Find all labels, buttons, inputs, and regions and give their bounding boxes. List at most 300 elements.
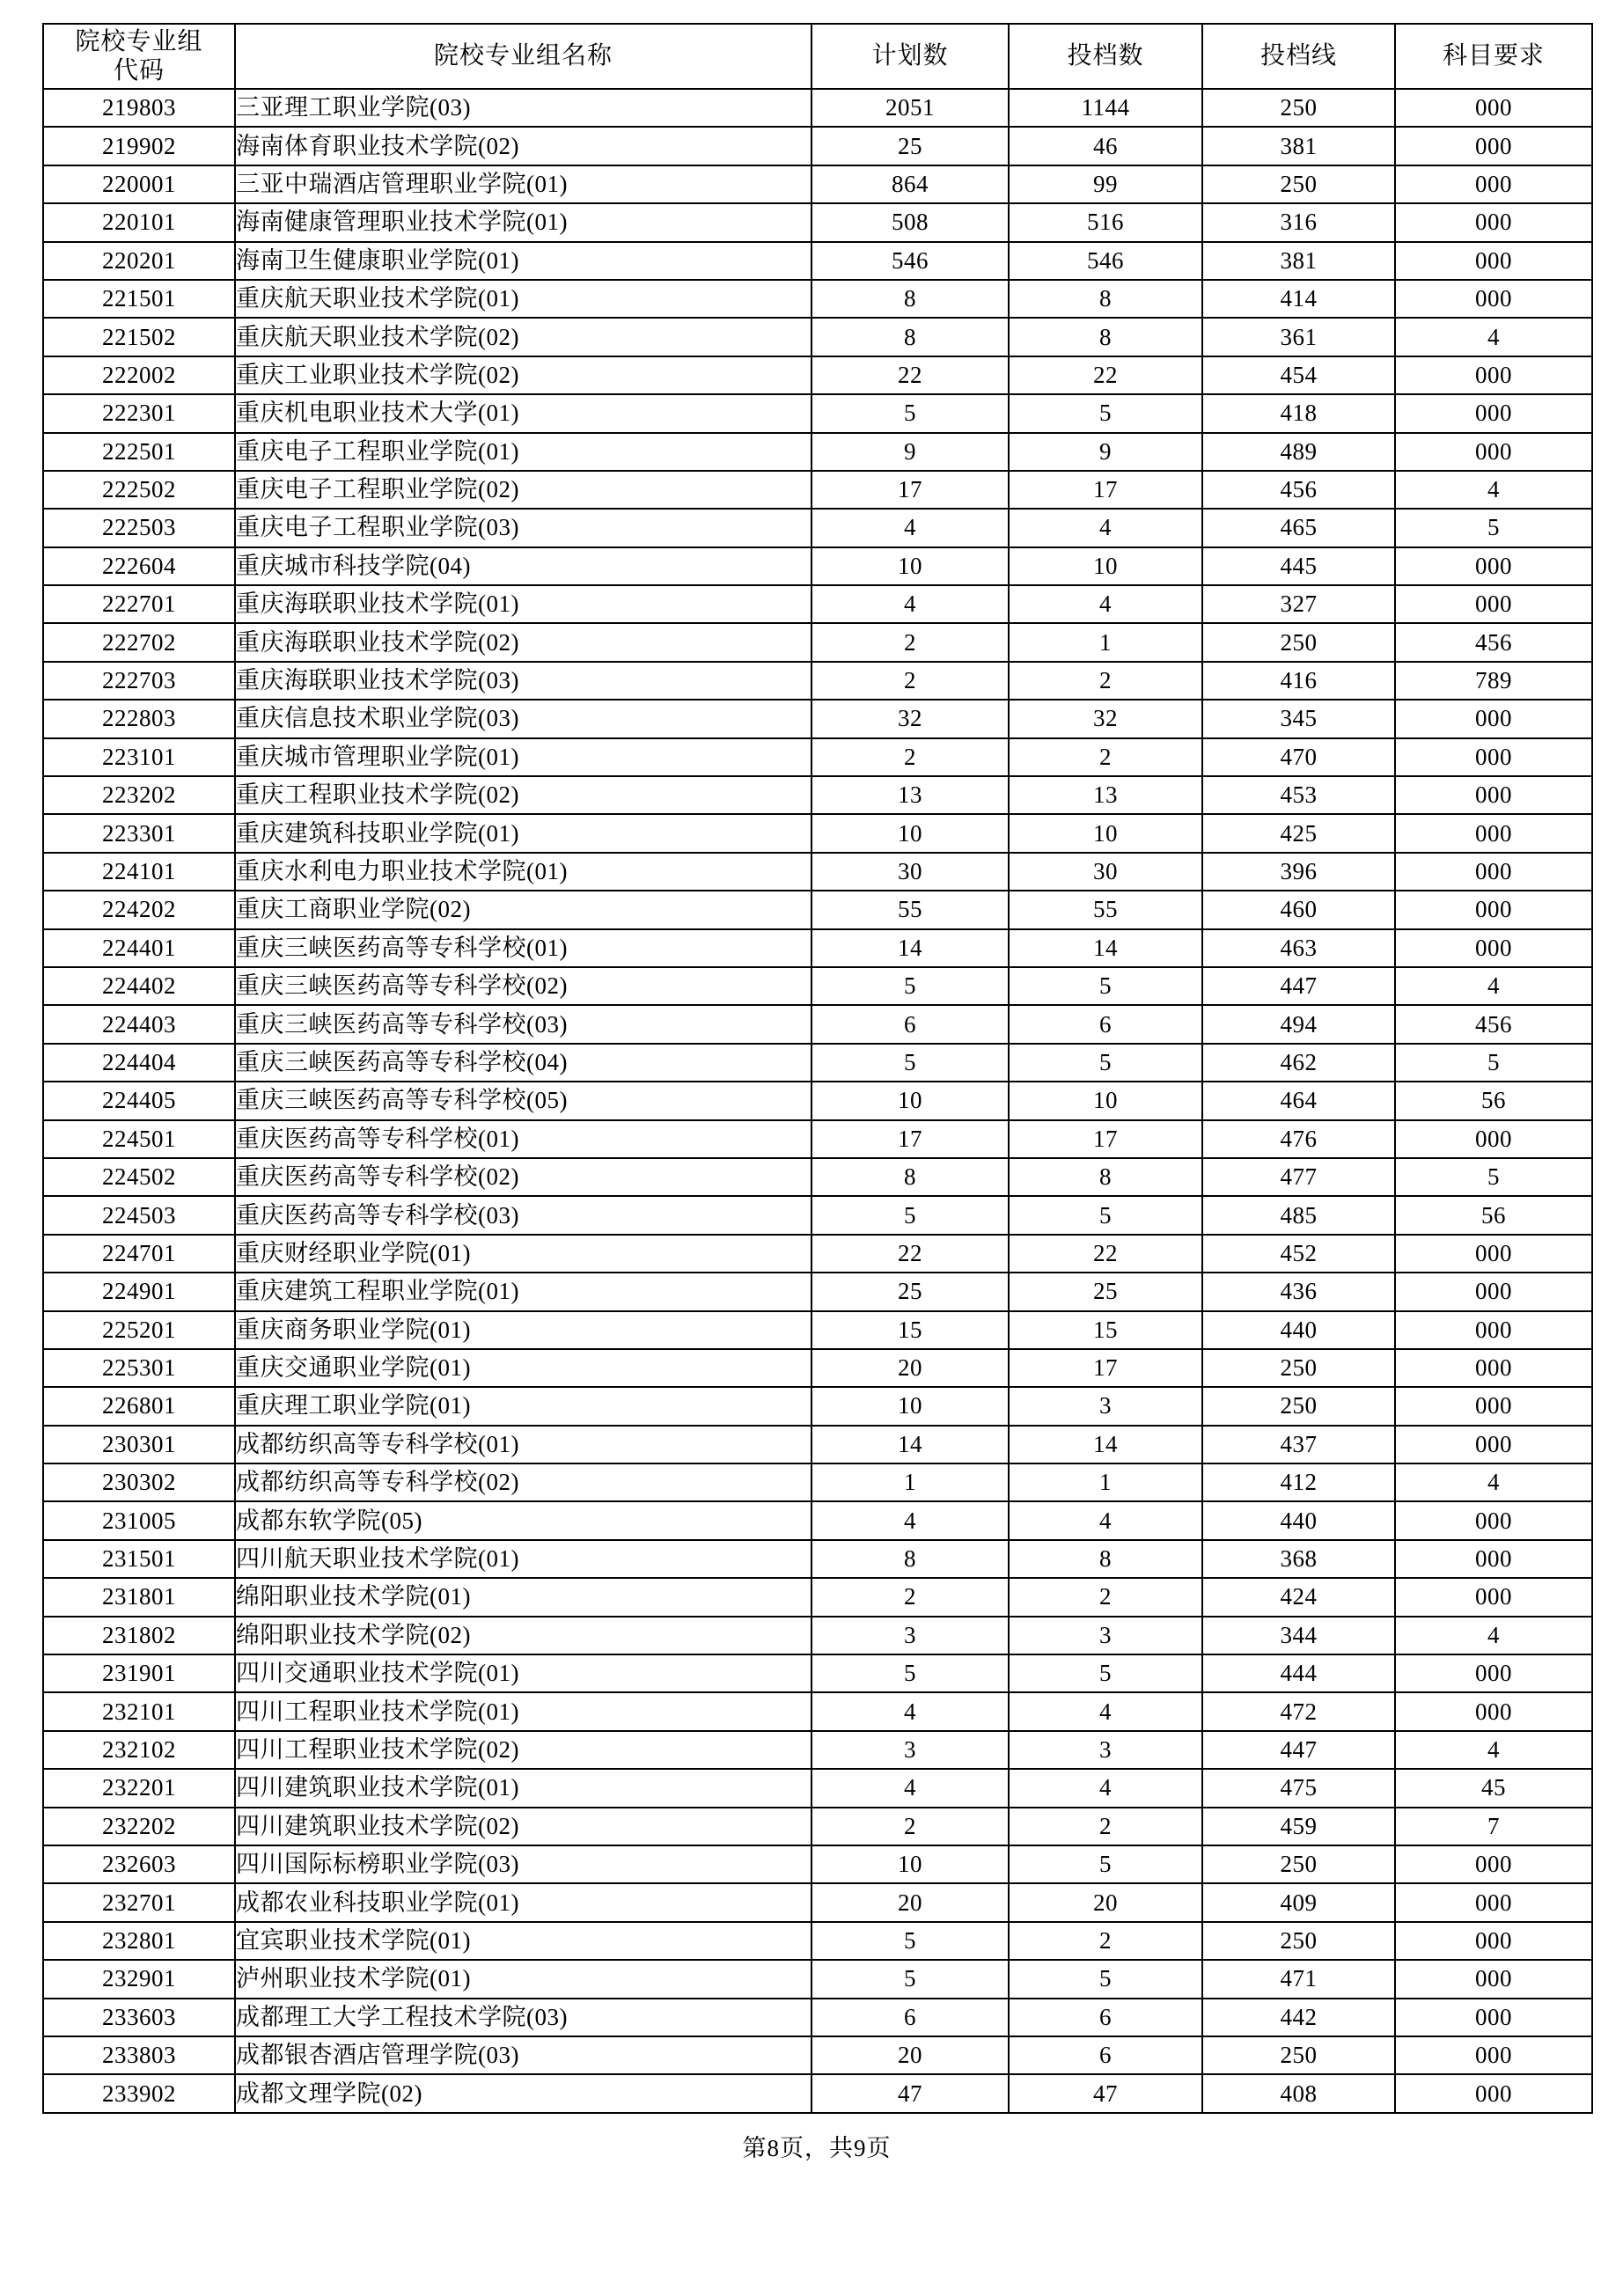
cell-plan: 1 xyxy=(812,1463,1009,1501)
cell-filed: 30 xyxy=(1009,853,1202,891)
cell-line: 409 xyxy=(1202,1883,1395,1921)
cell-plan: 17 xyxy=(812,471,1009,509)
cell-plan: 22 xyxy=(812,1235,1009,1273)
cell-line: 485 xyxy=(1202,1196,1395,1234)
cell-plan: 22 xyxy=(812,356,1009,394)
cell-filed: 22 xyxy=(1009,1235,1202,1273)
table-row xyxy=(43,1501,1592,1539)
table-row xyxy=(43,1922,1592,1960)
table-row xyxy=(43,1731,1592,1769)
cell-name: 成都东软学院(05) xyxy=(235,1501,812,1539)
cell-subject: 000 xyxy=(1395,165,1592,203)
cell-line: 368 xyxy=(1202,1540,1395,1578)
cell-filed: 5 xyxy=(1009,1196,1202,1234)
cell-subject: 000 xyxy=(1395,853,1592,891)
cell-subject: 456 xyxy=(1395,623,1592,661)
cell-filed: 14 xyxy=(1009,1426,1202,1463)
cell-name: 三亚理工职业学院(03) xyxy=(235,89,812,127)
cell-name: 重庆建筑科技职业学院(01) xyxy=(235,814,812,852)
column-header-line xyxy=(1202,24,1395,89)
cell-code: 224901 xyxy=(43,1273,235,1310)
cell-plan: 508 xyxy=(812,203,1009,241)
cell-subject: 000 xyxy=(1395,1235,1592,1273)
cell-line: 408 xyxy=(1202,2074,1395,2112)
cell-filed: 46 xyxy=(1009,127,1202,165)
cell-plan: 8 xyxy=(812,280,1009,318)
cell-line: 447 xyxy=(1202,1731,1395,1769)
cell-line: 464 xyxy=(1202,1082,1395,1119)
cell-subject: 4 xyxy=(1395,1731,1592,1769)
cell-filed: 10 xyxy=(1009,547,1202,585)
table-row xyxy=(43,127,1592,165)
table-row xyxy=(43,1617,1592,1654)
cell-plan: 2 xyxy=(812,1578,1009,1616)
table-row xyxy=(43,929,1592,967)
cell-name: 四川工程职业技术学院(02) xyxy=(235,1731,812,1769)
cell-name: 重庆理工职业学院(01) xyxy=(235,1387,812,1425)
column-header-subject xyxy=(1395,24,1592,89)
cell-line: 494 xyxy=(1202,1005,1395,1043)
cell-filed: 5 xyxy=(1009,1654,1202,1692)
column-header-text: 计划数 xyxy=(871,42,949,70)
cell-name: 成都文理学院(02) xyxy=(235,2074,812,2112)
cell-plan: 2 xyxy=(812,623,1009,661)
cell-filed: 3 xyxy=(1009,1617,1202,1654)
cell-filed: 6 xyxy=(1009,1005,1202,1043)
cell-name: 重庆城市管理职业学院(01) xyxy=(235,738,812,776)
table-row xyxy=(43,891,1592,928)
cell-subject: 5 xyxy=(1395,1158,1592,1196)
cell-filed: 3 xyxy=(1009,1731,1202,1769)
cell-line: 345 xyxy=(1202,700,1395,737)
cell-code: 231802 xyxy=(43,1617,235,1654)
table-row xyxy=(43,1999,1592,2036)
cell-filed: 99 xyxy=(1009,165,1202,203)
cell-code: 220101 xyxy=(43,203,235,241)
cell-code: 222703 xyxy=(43,662,235,700)
cell-line: 442 xyxy=(1202,1999,1395,2036)
cell-name: 重庆信息技术职业学院(03) xyxy=(235,700,812,737)
cell-line: 454 xyxy=(1202,356,1395,394)
table-row xyxy=(43,433,1592,471)
cell-subject: 000 xyxy=(1395,1311,1592,1349)
column-header-text: 代码 xyxy=(113,57,165,84)
cell-line: 475 xyxy=(1202,1769,1395,1807)
cell-line: 381 xyxy=(1202,127,1395,165)
table-row xyxy=(43,1578,1592,1616)
table-row xyxy=(43,585,1592,623)
cell-filed: 17 xyxy=(1009,1349,1202,1387)
cell-plan: 8 xyxy=(812,1540,1009,1578)
cell-line: 250 xyxy=(1202,1349,1395,1387)
cell-filed: 14 xyxy=(1009,929,1202,967)
cell-plan: 4 xyxy=(812,1501,1009,1539)
cell-line: 316 xyxy=(1202,203,1395,241)
cell-filed: 4 xyxy=(1009,585,1202,623)
table-row xyxy=(43,700,1592,737)
table-row xyxy=(43,1311,1592,1349)
cell-subject: 4 xyxy=(1395,1463,1592,1501)
table-row xyxy=(43,1426,1592,1463)
cell-code: 224402 xyxy=(43,967,235,1005)
cell-name: 重庆机电职业技术大学(01) xyxy=(235,394,812,432)
cell-plan: 4 xyxy=(812,509,1009,546)
cell-code: 222301 xyxy=(43,394,235,432)
cell-code: 223202 xyxy=(43,776,235,814)
cell-plan: 5 xyxy=(812,1960,1009,1998)
cell-name: 海南卫生健康职业学院(01) xyxy=(235,242,812,280)
cell-plan: 6 xyxy=(812,1999,1009,2036)
cell-name: 重庆三峡医药高等专科学校(04) xyxy=(235,1044,812,1082)
cell-name: 成都理工大学工程技术学院(03) xyxy=(235,1999,812,2036)
cell-code: 233603 xyxy=(43,1999,235,2036)
cell-line: 445 xyxy=(1202,547,1395,585)
table-row xyxy=(43,203,1592,241)
table-row xyxy=(43,1158,1592,1196)
cell-line: 424 xyxy=(1202,1578,1395,1616)
cell-name: 绵阳职业技术学院(01) xyxy=(235,1578,812,1616)
cell-subject: 000 xyxy=(1395,433,1592,471)
cell-subject: 000 xyxy=(1395,738,1592,776)
page-footer: 第8页，共9页 xyxy=(742,2134,892,2161)
cell-code: 220201 xyxy=(43,242,235,280)
cell-filed: 10 xyxy=(1009,1082,1202,1119)
cell-code: 222701 xyxy=(43,585,235,623)
cell-line: 459 xyxy=(1202,1808,1395,1845)
cell-plan: 14 xyxy=(812,1426,1009,1463)
cell-filed: 10 xyxy=(1009,814,1202,852)
cell-code: 224701 xyxy=(43,1235,235,1273)
cell-subject: 000 xyxy=(1395,1540,1592,1578)
cell-code: 232701 xyxy=(43,1883,235,1921)
cell-plan: 2 xyxy=(812,662,1009,700)
cell-subject: 56 xyxy=(1395,1196,1592,1234)
column-header-text: 科目要求 xyxy=(1442,42,1545,70)
cell-line: 471 xyxy=(1202,1960,1395,1998)
cell-subject: 000 xyxy=(1395,1120,1592,1158)
cell-name: 重庆海联职业技术学院(02) xyxy=(235,623,812,661)
cell-code: 222604 xyxy=(43,547,235,585)
cell-line: 250 xyxy=(1202,2036,1395,2074)
cell-plan: 5 xyxy=(812,1196,1009,1234)
table-row xyxy=(43,2036,1592,2074)
cell-code: 219902 xyxy=(43,127,235,165)
column-header-text: 投档线 xyxy=(1259,42,1337,70)
cell-subject: 000 xyxy=(1395,700,1592,737)
cell-subject: 000 xyxy=(1395,547,1592,585)
cell-line: 425 xyxy=(1202,814,1395,852)
cell-name: 重庆航天职业技术学院(01) xyxy=(235,280,812,318)
cell-code: 223101 xyxy=(43,738,235,776)
cell-subject: 56 xyxy=(1395,1082,1592,1119)
table-row xyxy=(43,1845,1592,1883)
cell-code: 224401 xyxy=(43,929,235,967)
cell-code: 231901 xyxy=(43,1654,235,1692)
cell-code: 222002 xyxy=(43,356,235,394)
cell-plan: 8 xyxy=(812,318,1009,356)
cell-subject: 000 xyxy=(1395,1273,1592,1310)
cell-subject: 000 xyxy=(1395,203,1592,241)
cell-name: 四川建筑职业技术学院(01) xyxy=(235,1769,812,1807)
column-header-text: 院校专业组 xyxy=(75,27,203,55)
cell-line: 463 xyxy=(1202,929,1395,967)
cell-filed: 5 xyxy=(1009,1845,1202,1883)
cell-filed: 22 xyxy=(1009,356,1202,394)
cell-line: 361 xyxy=(1202,318,1395,356)
cell-name: 泸州职业技术学院(01) xyxy=(235,1960,812,1998)
cell-code: 222503 xyxy=(43,509,235,546)
cell-code: 221501 xyxy=(43,280,235,318)
cell-code: 224503 xyxy=(43,1196,235,1234)
column-header-text: 院校专业组名称 xyxy=(433,42,613,70)
cell-code: 232201 xyxy=(43,1769,235,1807)
cell-filed: 4 xyxy=(1009,1501,1202,1539)
cell-plan: 30 xyxy=(812,853,1009,891)
table-row xyxy=(43,1883,1592,1921)
cell-line: 418 xyxy=(1202,394,1395,432)
table-row xyxy=(43,318,1592,356)
cell-plan: 4 xyxy=(812,585,1009,623)
cell-name: 重庆水利电力职业技术学院(01) xyxy=(235,853,812,891)
cell-plan: 546 xyxy=(812,242,1009,280)
cell-subject: 000 xyxy=(1395,585,1592,623)
table-row xyxy=(43,1273,1592,1310)
cell-line: 465 xyxy=(1202,509,1395,546)
cell-line: 460 xyxy=(1202,891,1395,928)
cell-code: 222502 xyxy=(43,471,235,509)
cell-plan: 25 xyxy=(812,127,1009,165)
table-row xyxy=(43,967,1592,1005)
cell-code: 226801 xyxy=(43,1387,235,1425)
cell-subject: 000 xyxy=(1395,1654,1592,1692)
cell-plan: 4 xyxy=(812,1692,1009,1730)
cell-name: 三亚中瑞酒店管理职业学院(01) xyxy=(235,165,812,203)
cell-name: 成都银杏酒店管理学院(03) xyxy=(235,2036,812,2074)
cell-filed: 4 xyxy=(1009,1692,1202,1730)
admission-score-table xyxy=(42,23,1593,2114)
cell-line: 250 xyxy=(1202,623,1395,661)
cell-subject: 000 xyxy=(1395,1387,1592,1425)
cell-filed: 8 xyxy=(1009,1540,1202,1578)
cell-filed: 5 xyxy=(1009,394,1202,432)
cell-code: 220001 xyxy=(43,165,235,203)
cell-code: 224501 xyxy=(43,1120,235,1158)
table-row xyxy=(43,509,1592,546)
cell-line: 327 xyxy=(1202,585,1395,623)
cell-code: 222501 xyxy=(43,433,235,471)
cell-name: 重庆海联职业技术学院(01) xyxy=(235,585,812,623)
cell-name: 重庆电子工程职业学院(03) xyxy=(235,509,812,546)
cell-name: 重庆医药高等专科学校(03) xyxy=(235,1196,812,1234)
cell-subject: 000 xyxy=(1395,394,1592,432)
cell-plan: 8 xyxy=(812,1158,1009,1196)
cell-code: 232101 xyxy=(43,1692,235,1730)
cell-line: 476 xyxy=(1202,1120,1395,1158)
cell-plan: 13 xyxy=(812,776,1009,814)
cell-line: 250 xyxy=(1202,89,1395,127)
cell-plan: 32 xyxy=(812,700,1009,737)
cell-name: 重庆三峡医药高等专科学校(03) xyxy=(235,1005,812,1043)
cell-name: 重庆航天职业技术学院(02) xyxy=(235,318,812,356)
cell-name: 四川交通职业技术学院(01) xyxy=(235,1654,812,1692)
table-row xyxy=(43,662,1592,700)
cell-name: 重庆工商职业学院(02) xyxy=(235,891,812,928)
cell-filed: 1 xyxy=(1009,623,1202,661)
table-row xyxy=(43,1082,1592,1119)
cell-line: 250 xyxy=(1202,1922,1395,1960)
cell-line: 489 xyxy=(1202,433,1395,471)
cell-plan: 10 xyxy=(812,814,1009,852)
table-row xyxy=(43,471,1592,509)
cell-name: 重庆三峡医药高等专科学校(02) xyxy=(235,967,812,1005)
table-row xyxy=(43,1540,1592,1578)
cell-filed: 32 xyxy=(1009,700,1202,737)
cell-plan: 20 xyxy=(812,1349,1009,1387)
table-row xyxy=(43,280,1592,318)
cell-line: 452 xyxy=(1202,1235,1395,1273)
table-row xyxy=(43,2074,1592,2112)
cell-name: 重庆医药高等专科学校(01) xyxy=(235,1120,812,1158)
cell-subject: 000 xyxy=(1395,2036,1592,2074)
cell-plan: 10 xyxy=(812,547,1009,585)
cell-plan: 3 xyxy=(812,1731,1009,1769)
cell-subject: 000 xyxy=(1395,1349,1592,1387)
cell-line: 436 xyxy=(1202,1273,1395,1310)
cell-name: 成都农业科技职业学院(01) xyxy=(235,1883,812,1921)
cell-plan: 47 xyxy=(812,2074,1009,2112)
cell-code: 230301 xyxy=(43,1426,235,1463)
cell-line: 453 xyxy=(1202,776,1395,814)
cell-subject: 000 xyxy=(1395,891,1592,928)
cell-plan: 2 xyxy=(812,1808,1009,1845)
cell-code: 223301 xyxy=(43,814,235,852)
cell-name: 四川航天职业技术学院(01) xyxy=(235,1540,812,1578)
cell-name: 成都纺织高等专科学校(01) xyxy=(235,1426,812,1463)
cell-line: 470 xyxy=(1202,738,1395,776)
cell-name: 重庆商务职业学院(01) xyxy=(235,1311,812,1349)
table-header-row xyxy=(43,24,1592,89)
cell-plan: 14 xyxy=(812,929,1009,967)
cell-subject: 000 xyxy=(1395,929,1592,967)
cell-line: 250 xyxy=(1202,1845,1395,1883)
cell-filed: 47 xyxy=(1009,2074,1202,2112)
cell-name: 成都纺织高等专科学校(02) xyxy=(235,1463,812,1501)
cell-filed: 1144 xyxy=(1009,89,1202,127)
cell-subject: 000 xyxy=(1395,1845,1592,1883)
cell-plan: 5 xyxy=(812,967,1009,1005)
cell-name: 重庆建筑工程职业学院(01) xyxy=(235,1273,812,1310)
cell-filed: 5 xyxy=(1009,1960,1202,1998)
table-row xyxy=(43,738,1592,776)
cell-subject: 000 xyxy=(1395,242,1592,280)
cell-subject: 000 xyxy=(1395,776,1592,814)
cell-plan: 10 xyxy=(812,1082,1009,1119)
cell-plan: 10 xyxy=(812,1387,1009,1425)
cell-plan: 5 xyxy=(812,1044,1009,1082)
table-row xyxy=(43,1654,1592,1692)
cell-filed: 516 xyxy=(1009,203,1202,241)
cell-subject: 000 xyxy=(1395,1922,1592,1960)
cell-code: 222803 xyxy=(43,700,235,737)
cell-code: 224403 xyxy=(43,1005,235,1043)
cell-line: 437 xyxy=(1202,1426,1395,1463)
cell-name: 四川国际标榜职业学院(03) xyxy=(235,1845,812,1883)
cell-line: 440 xyxy=(1202,1501,1395,1539)
cell-filed: 546 xyxy=(1009,242,1202,280)
cell-filed: 5 xyxy=(1009,967,1202,1005)
cell-filed: 9 xyxy=(1009,433,1202,471)
cell-subject: 000 xyxy=(1395,1960,1592,1998)
cell-subject: 5 xyxy=(1395,509,1592,546)
table-row xyxy=(43,242,1592,280)
cell-code: 231005 xyxy=(43,1501,235,1539)
cell-filed: 1 xyxy=(1009,1463,1202,1501)
cell-name: 四川工程职业技术学院(01) xyxy=(235,1692,812,1730)
cell-code: 224101 xyxy=(43,853,235,891)
table-row xyxy=(43,394,1592,432)
column-header-code xyxy=(43,24,235,89)
cell-code: 221502 xyxy=(43,318,235,356)
cell-name: 重庆医药高等专科学校(02) xyxy=(235,1158,812,1196)
cell-name: 四川建筑职业技术学院(02) xyxy=(235,1808,812,1845)
table-row xyxy=(43,1349,1592,1387)
cell-line: 396 xyxy=(1202,853,1395,891)
cell-name: 重庆三峡医药高等专科学校(05) xyxy=(235,1082,812,1119)
cell-line: 447 xyxy=(1202,967,1395,1005)
cell-name: 海南健康管理职业技术学院(01) xyxy=(235,203,812,241)
cell-line: 440 xyxy=(1202,1311,1395,1349)
cell-code: 231801 xyxy=(43,1578,235,1616)
cell-subject: 000 xyxy=(1395,814,1592,852)
cell-subject: 4 xyxy=(1395,471,1592,509)
cell-line: 412 xyxy=(1202,1463,1395,1501)
cell-name: 绵阳职业技术学院(02) xyxy=(235,1617,812,1654)
table-row xyxy=(43,356,1592,394)
cell-filed: 6 xyxy=(1009,1999,1202,2036)
table-row xyxy=(43,1120,1592,1158)
cell-filed: 8 xyxy=(1009,280,1202,318)
cell-name: 海南体育职业技术学院(02) xyxy=(235,127,812,165)
cell-filed: 4 xyxy=(1009,509,1202,546)
cell-code: 225301 xyxy=(43,1349,235,1387)
cell-line: 416 xyxy=(1202,662,1395,700)
cell-subject: 000 xyxy=(1395,1883,1592,1921)
cell-code: 233902 xyxy=(43,2074,235,2112)
cell-code: 232801 xyxy=(43,1922,235,1960)
table-header xyxy=(43,24,1592,89)
cell-filed: 25 xyxy=(1009,1273,1202,1310)
cell-filed: 2 xyxy=(1009,1808,1202,1845)
cell-name: 重庆交通职业学院(01) xyxy=(235,1349,812,1387)
table-row xyxy=(43,1692,1592,1730)
cell-subject: 456 xyxy=(1395,1005,1592,1043)
column-header-filed xyxy=(1009,24,1202,89)
cell-subject: 45 xyxy=(1395,1769,1592,1807)
cell-plan: 25 xyxy=(812,1273,1009,1310)
cell-plan: 9 xyxy=(812,433,1009,471)
table-row xyxy=(43,89,1592,127)
cell-filed: 2 xyxy=(1009,1578,1202,1616)
cell-subject: 000 xyxy=(1395,1578,1592,1616)
cell-filed: 15 xyxy=(1009,1311,1202,1349)
cell-filed: 2 xyxy=(1009,1922,1202,1960)
cell-code: 231501 xyxy=(43,1540,235,1578)
cell-code: 232202 xyxy=(43,1808,235,1845)
cell-plan: 5 xyxy=(812,1922,1009,1960)
cell-code: 232102 xyxy=(43,1731,235,1769)
cell-subject: 000 xyxy=(1395,280,1592,318)
cell-code: 232603 xyxy=(43,1845,235,1883)
